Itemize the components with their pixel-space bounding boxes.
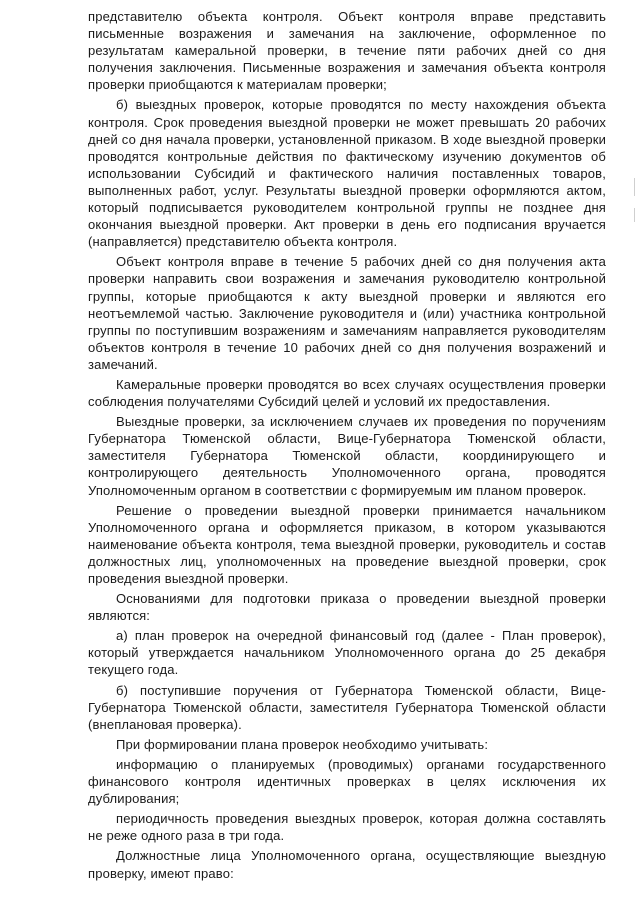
paragraph-13: Должностные лица Уполномоченного органа, осуществляющие выездную проверку, имеют право:: [88, 848, 606, 881]
paragraph-2: б) выездных проверок, которые проводятся по месту нахождения объекта контроля. Срок проведения выездной проверки не может превышать 20 рабочих дней со дня начала проверки, установленной приказом. В ходе выездной проверки проводятся контрольные действия по фактическому изучению документов об использовании Субсидий и фактического наличия поставленных товаров, выполненных работ, услуг. Результаты выездной проверки оформляются актом, который подписывается руководителем контрольной группы не позднее дня окончания выездной проверки. Акт проверки в день его подписания вручается (направляется) представителю объекта контроля.: [88, 97, 606, 250]
paragraph-7: Основаниями для подготовки приказа о проведении выездной проверки являются:: [88, 591, 606, 624]
paragraph-6: Решение о проведении выездной проверки принимается начальником Уполномоченного органа и оформляется приказом, в котором указываются наименование объекта контроля, тема выездной проверки, руководитель и состав должностных лиц, уполномоченных на проведение выездной проверки, срок проведения выездной проверки.: [88, 502, 606, 586]
paragraph-1: представителю объекта контроля. Объект контроля вправе представить письменные возражения и замечания на заключение, оформленное по результатам камеральной проверки, в течение пяти рабочих дней со дня получения заключения. Письменные возражения и замечания объекта контроля проверки приобщаются к материалам проверки;: [88, 9, 606, 93]
paragraph-12: периодичность проведения выездных проверок, которая должна составлять не реже одного раза в три года.: [88, 811, 606, 844]
paragraph-10: При формировании плана проверок необходимо учитывать:: [116, 736, 489, 752]
paragraph-11: информацию о планируемых (проводимых) органами государственного финансового контроля идентичных проверках в целях исключения их дублирования;: [88, 756, 606, 807]
paragraph-4: Камеральные проверки проводятся во всех случаях осуществления проверки соблюдения получателями Субсидий целей и условий их предоставления.: [88, 376, 606, 410]
scan-artifact-mark: [634, 178, 635, 196]
paragraph-3: Объект контроля вправе в течение 5 рабочих дней со дня получения акта проверки направить свои возражения и замечания руководителю контрольной группы, которые приобщаются к акту выездной проверки и являются его неотъемлемой частью. Заключение руководителя и (или) участника контрольной группы по поступившим возражениям и замечаниям направляется руководителям объектов контроля в течение 10 рабочих дней со дня получения возражений и замечаний.: [88, 254, 606, 372]
paragraph-9: б) поступившие поручения от Губернатора Тюменской области, Вице-Губернатора Тюменской области, заместителя Губернатора Тюменской области (внеплановая проверка).: [88, 682, 606, 732]
paragraph-8: а) план проверок на очередной финансовый год (далее - План проверок), который утверждается начальником Уполномоченного органа до 25 декабря текущего года.: [88, 628, 606, 678]
document-body: [88, 8, 606, 885]
scan-artifact-mark: [634, 208, 635, 222]
paragraph-5: Выездные проверки, за исключением случаев их проведения по поручениям Губернатора Тюменской области, Вице-Губернатора Тюменской области, заместителя Губернатора Тюменской области, координирующего и контролирующего деятельность Уполномоченного органа, проводятся Уполномоченным органом в соответствии с формируемым им планом проверок.: [88, 414, 606, 498]
